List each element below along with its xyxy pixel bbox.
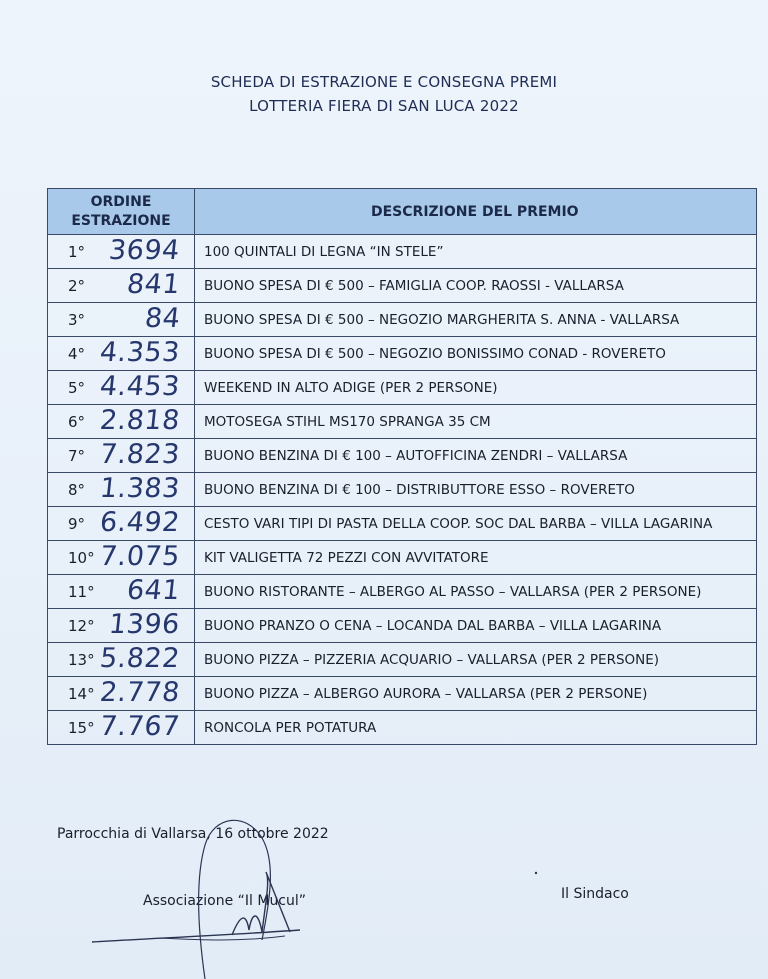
draw-position: 4°: [68, 345, 86, 363]
winning-number: 1.383: [98, 473, 182, 504]
draw-position: 12°: [68, 617, 95, 635]
prize-description: BUONO PIZZA – ALBERGO AURORA – VALLARSA (PER 2 PERSONE): [195, 677, 757, 711]
winning-number: 5.822: [98, 643, 182, 674]
association-label: Associazione “Il Mucul”: [143, 893, 307, 909]
order-column-header: ORDINE ESTRAZIONE: [48, 189, 195, 235]
draw-position: 3°: [68, 311, 86, 329]
prize-description: BUONO BENZINA DI € 100 – AUTOFFICINA ZENDRI – VALLARSA: [195, 439, 757, 473]
draw-position: 7°: [68, 447, 86, 465]
description-column-header: DESCRIZIONE DEL PREMIO: [195, 189, 757, 235]
prize-description: BUONO PRANZO O CENA – LOCANDA DAL BARBA – VILLA LAGARINA: [195, 609, 757, 643]
winning-number: 2.778: [98, 677, 182, 708]
prize-description: WEEKEND IN ALTO ADIGE (PER 2 PERSONE): [195, 371, 757, 405]
winning-number: 7.823: [98, 439, 182, 470]
prize-description: 100 QUINTALI DI LEGNA “IN STELE”: [195, 235, 757, 269]
winning-number: 3694: [107, 235, 182, 266]
prize-description: BUONO SPESA DI € 500 – FAMIGLIA COOP. RAOSSI - VALLARSA: [195, 269, 757, 303]
draw-position: 10°: [68, 549, 95, 567]
draw-position: 2°: [68, 277, 86, 295]
winning-number: 641: [125, 575, 182, 606]
draw-position: 13°: [68, 651, 95, 669]
winning-number: 1396: [107, 609, 182, 640]
draw-position: 14°: [68, 685, 95, 703]
winning-number: 7.075: [98, 541, 182, 572]
draw-position: 11°: [68, 583, 95, 601]
winning-number: 2.818: [98, 405, 182, 436]
document-subtitle: LOTTERIA FIERA DI SAN LUCA 2022: [249, 97, 519, 115]
prize-description: MOTOSEGA STIHL MS170 SPRANGA 35 CM: [195, 405, 757, 439]
draw-position: 15°: [68, 719, 95, 737]
draw-position: 6°: [68, 413, 86, 431]
winning-number: 6.492: [98, 507, 182, 538]
place-date: Parrocchia di Vallarsa, 16 ottobre 2022: [57, 826, 329, 842]
winning-number: 4.453: [98, 371, 182, 402]
document-title: SCHEDA DI ESTRAZIONE E CONSEGNA PREMI: [210, 73, 558, 91]
prize-description: BUONO PIZZA – PIZZERIA ACQUARIO – VALLARSA (PER 2 PERSONE): [195, 643, 757, 677]
prize-description: CESTO VARI TIPI DI PASTA DELLA COOP. SOC DAL BARBA – VILLA LAGARINA: [195, 507, 757, 541]
winning-number: 841: [125, 269, 182, 300]
prize-description: BUONO SPESA DI € 500 – NEGOZIO MARGHERITA S. ANNA - VALLARSA: [195, 303, 757, 337]
mayor-label: Il Sindaco: [561, 886, 629, 902]
prize-description: BUONO BENZINA DI € 100 – DISTRIBUTTORE ESSO – ROVERETO: [195, 473, 757, 507]
winning-number: 84: [143, 303, 182, 334]
draw-position: 5°: [68, 379, 86, 397]
draw-position: 8°: [68, 481, 86, 499]
draw-position: 1°: [68, 243, 86, 261]
prize-description: RONCOLA PER POTATURA: [195, 711, 757, 745]
prize-description: KIT VALIGETTA 72 PEZZI CON AVVITATORE: [195, 541, 757, 575]
draw-position: 9°: [68, 515, 86, 533]
prize-description: BUONO SPESA DI € 500 – NEGOZIO BONISSIMO CONAD - ROVERETO: [195, 337, 757, 371]
winning-number: 4.353: [98, 337, 182, 368]
prize-description: BUONO RISTORANTE – ALBERGO AL PASSO – VALLARSA (PER 2 PERSONE): [195, 575, 757, 609]
winning-number: 7.767: [98, 711, 182, 742]
